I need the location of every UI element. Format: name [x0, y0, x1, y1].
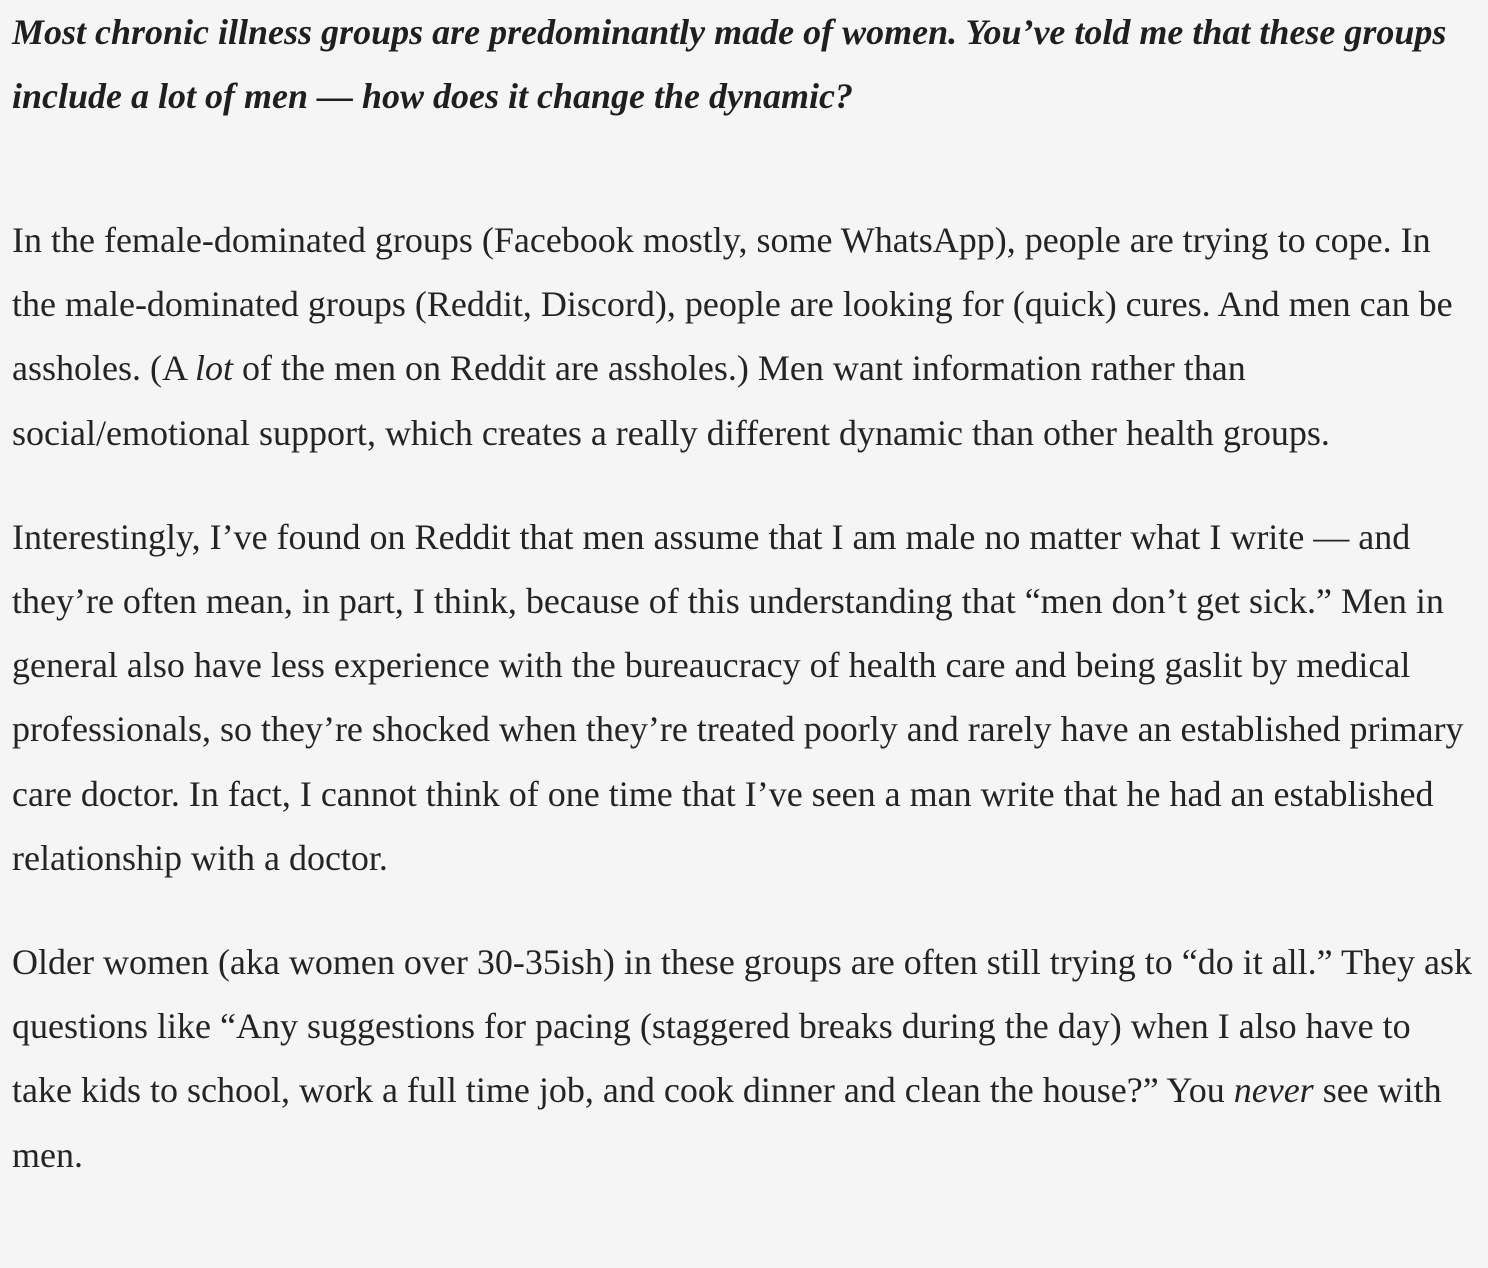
emphasis-text: lot	[195, 348, 234, 389]
interview-question: Most chronic illness groups are predominantly made of women. You’ve told me that these groups include a lot of men — how does it change the dynamic?	[12, 12, 1447, 116]
answer-paragraph-1	[12, 208, 1474, 465]
answer-paragraph-3	[12, 930, 1474, 1187]
answer-paragraph-2: Interestingly, I’ve found on Reddit that men assume that I am male no matter what I write — and they’re often mean, in part, I think, because of this understanding that “men don’t get sick.” Men in general also have less experience with the bureaucracy of health care and being gaslit by medical professionals, so they’re shocked when they’re treated poorly and rarely have an established primary care doctor. In fact, I cannot think of one time that I’ve seen a man write that he had an established relationship with a doctor.	[12, 516, 1464, 878]
paragraph-text: of the men on Reddit are assholes.) Men want information rather than social/emotional support, which creates a really different dynamic than other health groups.	[12, 348, 1330, 453]
spacer	[12, 128, 1474, 168]
paragraph-text: Older women (aka women over 30-35ish) in these groups are often still trying to “do it all.” They ask questions like “Any suggestions for pacing (staggered breaks during the day) when I also have to take kids to school, work a full time job, and cook dinner and clean the house?” You	[12, 942, 1472, 1111]
paragraph-text: In the female-dominated groups (Facebook mostly, some WhatsApp), people are trying to cope. In the male-dominated groups (Reddit, Discord), people are looking for (quick) cures. And men can be assholes. (A	[12, 220, 1453, 389]
paragraph-text: see with men.	[12, 1070, 1442, 1175]
emphasis-text: never	[1233, 1070, 1314, 1111]
